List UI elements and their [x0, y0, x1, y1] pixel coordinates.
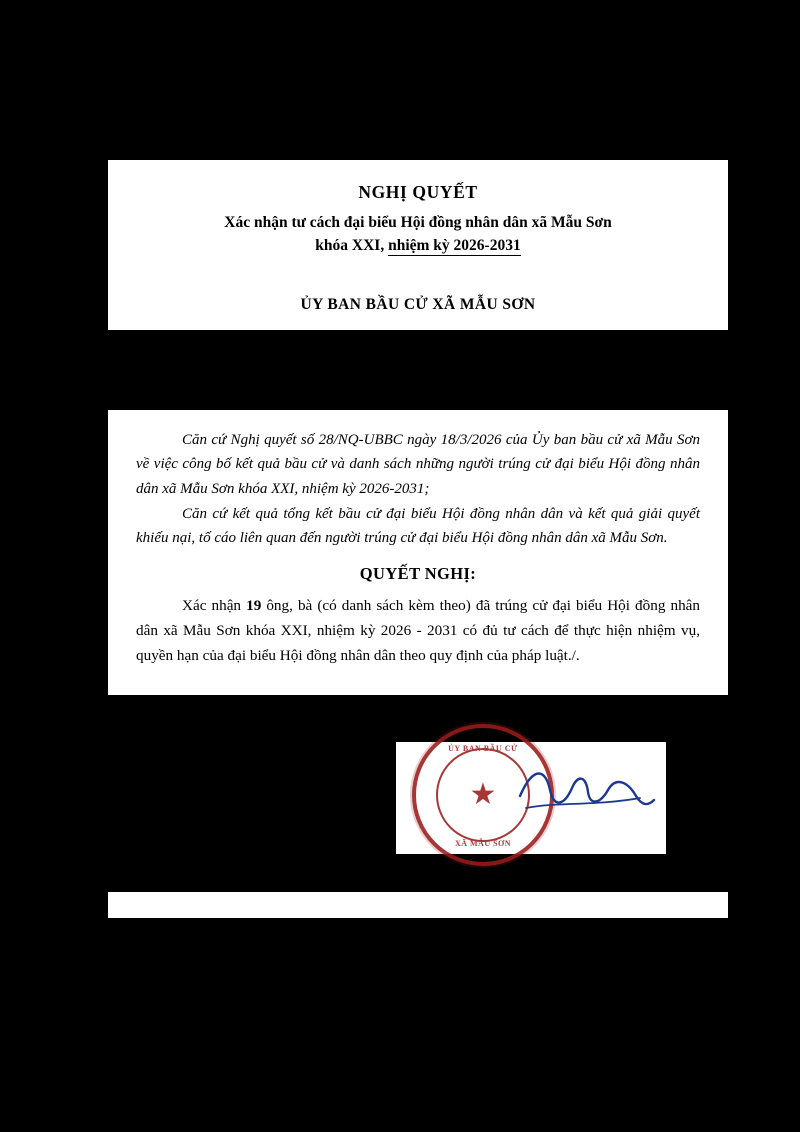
subtitle-line-1: Xác nhận tư cách đại biểu Hội đồng nhân dân xã Mẫu Sơn [224, 214, 612, 231]
resolution-heading: QUYẾT NGHỊ: [359, 564, 477, 584]
preamble-paragraph-1: Căn cứ Nghị quyết số 28/NQ-UBBC ngày 18/3/2026 của Ủy ban bầu cử xã Mẫu Sơn về việc công bố kết quả bầu cử và danh sách những người trúng cử đại biểu Hội đồng nhân dân xã Mẫu Sơn khóa XXI, nhiệm kỳ 2026-2031; [136, 432, 700, 497]
subtitle-line-2 [148, 234, 688, 257]
seal-bottom-text: XÃ MẪU SƠN [454, 839, 512, 848]
signature-block [396, 742, 666, 854]
star-icon: ★ [469, 778, 497, 811]
document-footer-strip [108, 892, 728, 918]
subtitle-term: nhiệm kỳ 2026-2031 [388, 237, 521, 255]
document-subtitle [148, 211, 688, 258]
document-body [108, 410, 728, 695]
deputy-count: 19 [246, 597, 262, 615]
seal-top-text: ỦY BAN BẦU CỬ [448, 744, 518, 753]
resolution-lead: Xác nhận [182, 597, 247, 615]
handwritten-signature-icon [516, 756, 656, 826]
issuing-authority: ỦY BAN BẦU CỬ XÃ MẪU SƠN [300, 295, 536, 313]
page-title: NGHỊ QUYẾT [358, 182, 478, 202]
document-header [108, 160, 728, 330]
preamble-paragraph-2: Căn cứ kết quả tổng kết bầu cử đại biểu Hội đồng nhân dân và kết quả giải quyết khiếu nại, tố cáo liên quan đến người trúng cử đại biểu Hội đồng nhân dân xã Mẫu Sơn. [136, 505, 700, 547]
resolution-rest: ông, bà (có danh sách kèm theo) đã trúng cử đại biểu Hội đồng nhân dân xã Mẫu Sơn khóa XXI, nhiệm kỳ 2026 - 2031 có đủ tư cách để thực hiện nhiệm vụ, quyền hạn của đại biểu Hội đồng nhân dân theo quy định của pháp luật./. [136, 597, 700, 664]
resolution-paragraph [136, 594, 700, 668]
subtitle-khoa: khóa XXI, [315, 237, 389, 255]
